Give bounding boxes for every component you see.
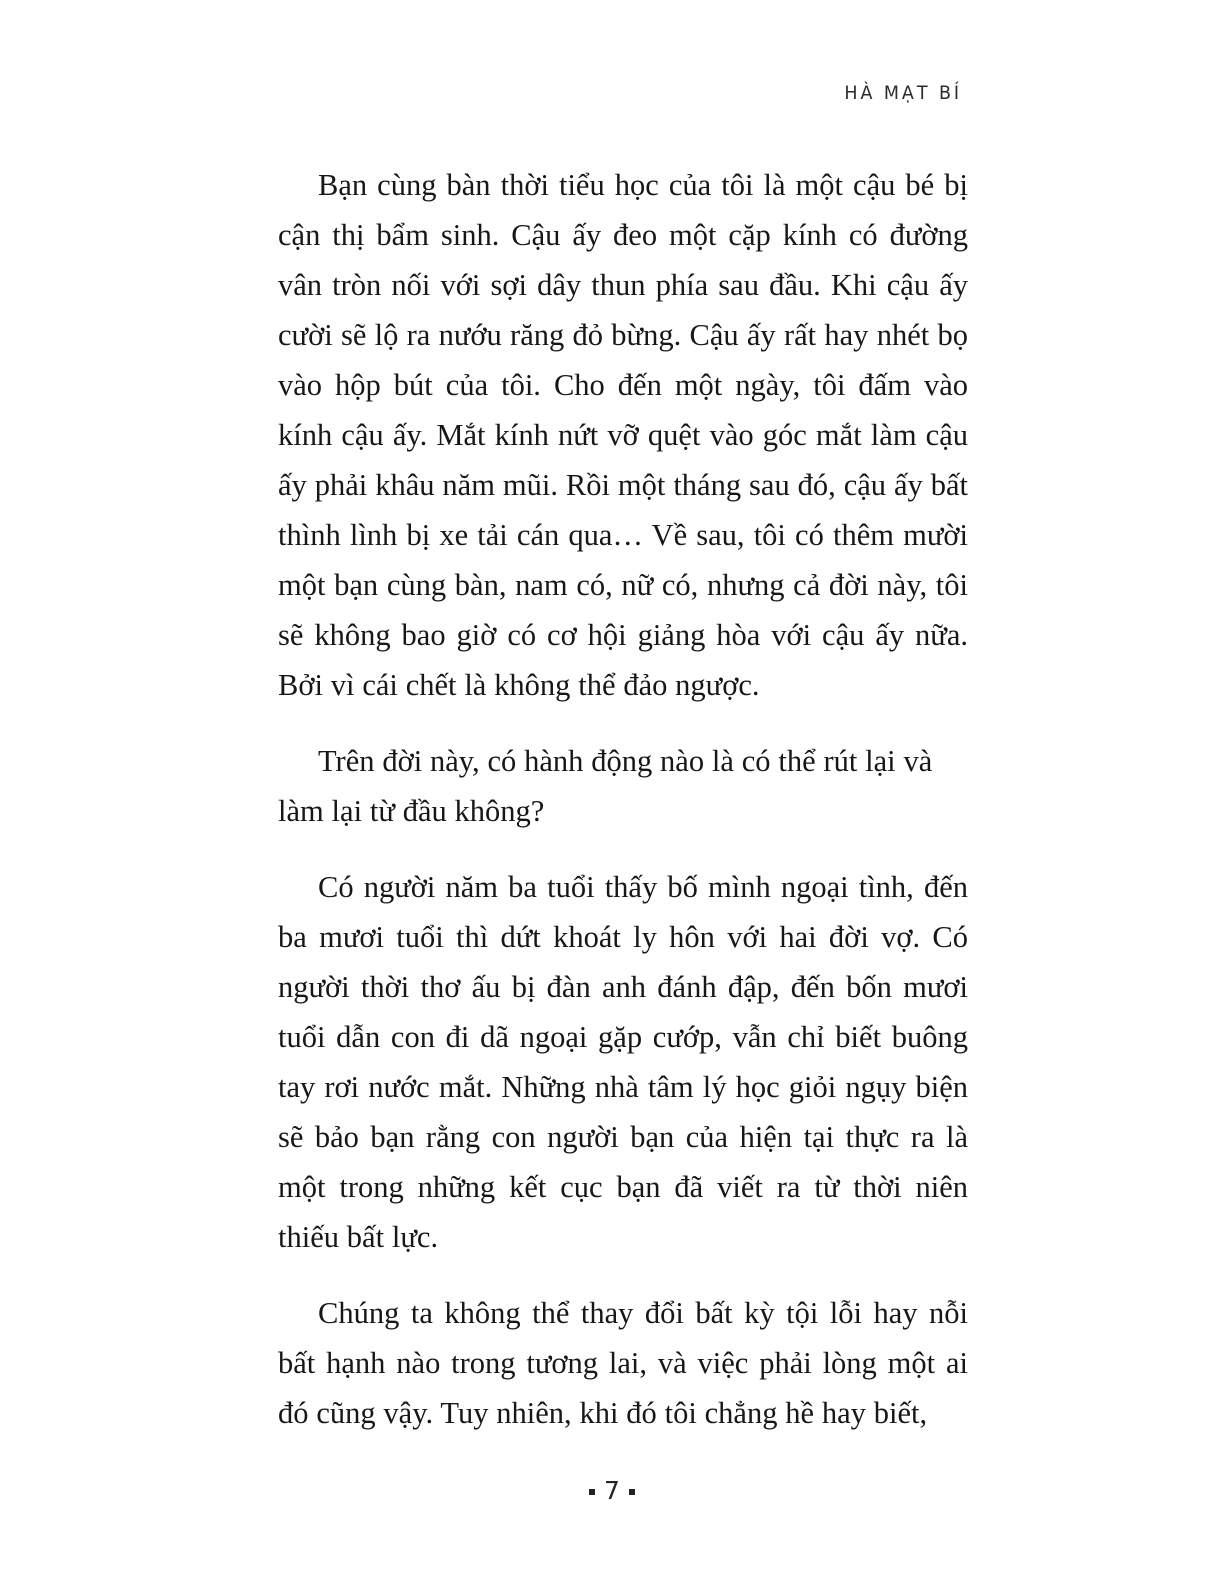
paragraph: Trên đời này, có hành động nào là có thể rút lại và làm lại từ đầu không? xyxy=(278,744,933,828)
running-head: HÀ MẠT BÍ xyxy=(844,82,962,104)
paragraph: Có người năm ba tuổi thấy bố mình ngoại tình, đến ba mươi tuổi thì dứt khoát ly hôn với hai đời vợ. Có người thời thơ ấu bị đàn anh đánh đập, đến bốn mươi tuổi dẫn con đi dã ngoại gặp cướp, vẫn chỉ biết buông tay rơi nước mắt. Những nhà tâm lý học giỏi ngụy biện sẽ bảo bạn rằng con người bạn của hiện tại thực ra là một trong những kết cục bạn đã viết ra từ thời niên thiếu bất lực. xyxy=(278,870,968,1254)
folio-ornament-right-icon xyxy=(629,1489,635,1495)
page-number: 7 xyxy=(604,1476,620,1505)
body-text-block xyxy=(278,160,968,1438)
paragraph: Chúng ta không thể thay đổi bất kỳ tội lỗi hay nỗi bất hạnh nào trong tương lai, và việc phải lòng một ai đó cũng vậy. Tuy nhiên, khi đó tôi chẳng hề hay biết, xyxy=(278,1296,968,1430)
page-folio xyxy=(0,1478,1224,1505)
folio-ornament-left-icon xyxy=(589,1489,595,1495)
paragraph: Bạn cùng bàn thời tiểu học của tôi là một cậu bé bị cận thị bẩm sinh. Cậu ấy đeo một cặp kính có đường vân tròn nối với sợi dây thun phía sau đầu. Khi cậu ấy cười sẽ lộ ra nướu răng đỏ bừng. Cậu ấy rất hay nhét bọ vào hộp bút của tôi. Cho đến một ngày, tôi đấm vào kính cậu ấy. Mắt kính nứt vỡ quệt vào góc mắt làm cậu ấy phải khâu năm mũi. Rồi một tháng sau đó, cậu ấy bất thình lình bị xe tải cán qua… Về sau, tôi có thêm mười một bạn cùng bàn, nam có, nữ có, nhưng cả đời này, tôi sẽ không bao giờ có cơ hội giảng hòa với cậu ấy nữa. Bởi vì cái chết là không thể đảo ngược. xyxy=(278,168,968,702)
